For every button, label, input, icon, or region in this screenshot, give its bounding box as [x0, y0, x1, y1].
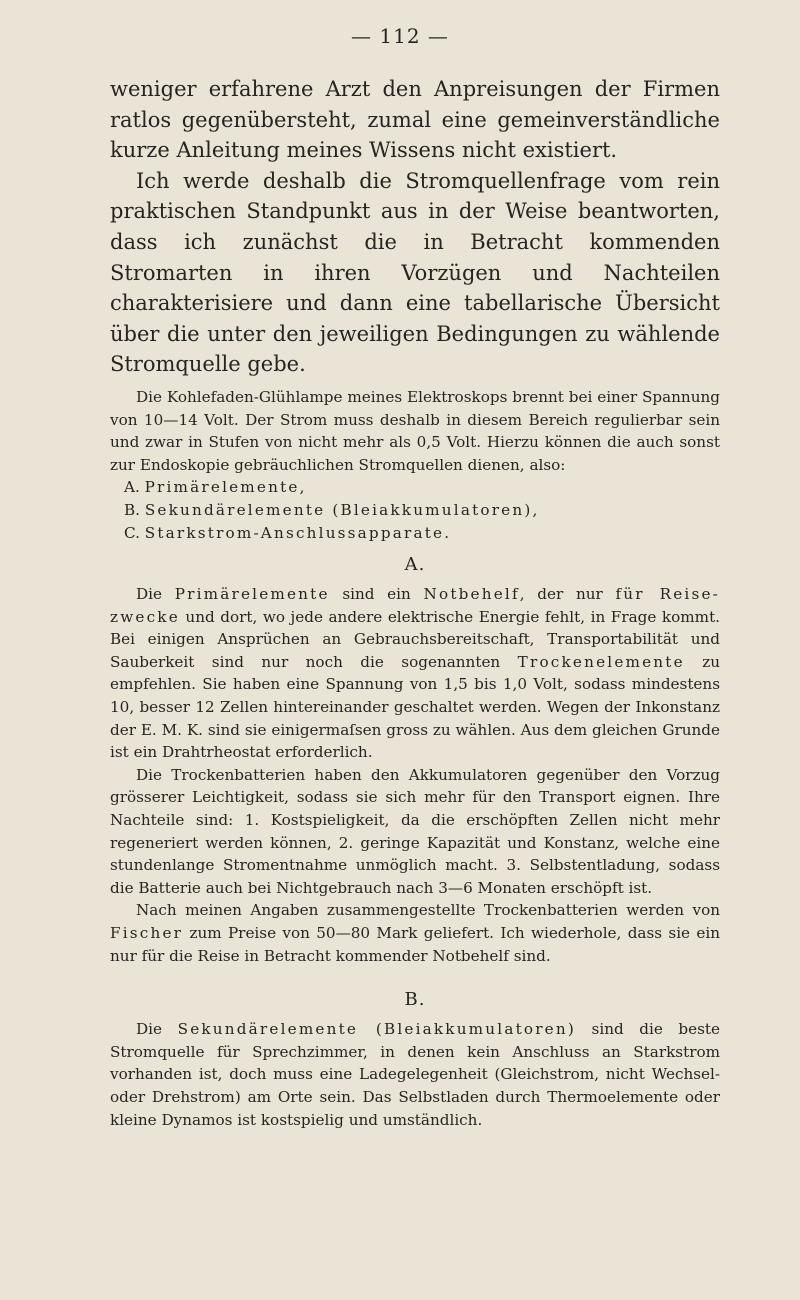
paragraph-a-3: Nach meinen Angaben zusammengestellte Trockenbatterien werden von Fischer zum Preise von 50—80 Mark geliefert. Ich wiederhole, dass sie ein nur für die Reise in Betracht kommender Notbehelf sind.	[110, 901, 720, 965]
list-item: B. Sekundärelemente (Bleiakkumulatoren),	[124, 500, 540, 519]
page-number: — 112 —	[351, 24, 449, 48]
paragraph-lead-2: Ich werde deshalb die Stromquellenfrage vom rein praktischen Standpunkt aus in der Weise beantworten, dass ich zunächst die in Betracht kommenden Stromarten in ihren Vorzügen und Nachteilen charakterisiere und dann eine tabellarische Übersicht über die unter den jeweiligen Bedingungen zu wählende Stromquelle gebe.	[110, 168, 720, 377]
list-item: A. Primärelemente,	[124, 478, 307, 497]
list-item: C. Starkstrom-Anschlussapparate.	[124, 523, 452, 542]
source-list	[110, 476, 720, 544]
paragraph-b-1: Die Sekundärelemente (Bleiakkumulatoren) sind die beste Stromquelle für Sprechzimmer, in denen kein Anschluss an Starkstrom vorhanden ist, doch muss eine Ladegelegenheit (Gleichstrom, nicht Wechsel- oder Drehstrom) am Orte sein. Das Selbstladen durch Thermoelemente oder kleine Dynamos ist kostspielig und umständlich.	[110, 1020, 720, 1129]
paragraph-a-2: Die Trockenbatterien haben den Akkumulatoren gegenüber den Vorzug grösserer Leichtigkeit, sodass sie sich mehr für den Transport eignen. Ihre Nachteile sind: 1. Kostspieligkeit, da die erschöpften Zellen nicht mehr regeneriert werden können, 2. geringe Kapazität und Konstanz, welche eine stundenlange Stromentnahme unmöglich macht. 3. Selbstentladung, sodass die Batterie auch bei Nichtgebrauch nach 3—6 Monaten erschöpft ist.	[110, 765, 720, 897]
paragraph-intro: Die Kohlefaden-Glühlampe meines Elektroskops brennt bei einer Spannung von 10—14 Volt. Der Strom muss deshalb in diesem Bereich regulierbar sein und zwar in Stufen von nicht mehr als 0,5 Volt. Hierzu können die auch sonst zur Endoskopie gebräuchlichen Stromquellen dienen, also:	[110, 387, 720, 474]
paragraph-a-1: Die Primärelemente sind ein Notbehelf, der nur für Reise-zwecke und dort, wo jede andere elektrische Energie fehlt, in Frage kommt. Bei einigen Ansprüchen an Gebrauchsbereitschaft, Transportabilität und Sauberkeit sind nur noch die sogenannten Trockenelemente zu empfehlen. Sie haben eine Spannung von 1,5 bis 1,0 Volt, sodass mindestens 10, besser 12 Zellen hintereinander geschaltet werden. Wegen der Inkonstanz der E. M. K. sind sie einigermaſsen gross zu wählen. Aus dem gleichen Grunde ist ein Drahtrheostat erforderlich.	[110, 585, 720, 762]
lead-text	[110, 74, 720, 380]
paragraph-lead-1: weniger erfahrene Arzt den Anpreisungen der Firmen ratlos gegenübersteht, zumal eine gemeinverständliche kurze Anleitung meines Wissens nicht existiert.	[110, 77, 720, 163]
small-text	[110, 386, 720, 1131]
section-heading-a: A.	[404, 554, 426, 576]
section-heading-b: B.	[404, 989, 426, 1011]
